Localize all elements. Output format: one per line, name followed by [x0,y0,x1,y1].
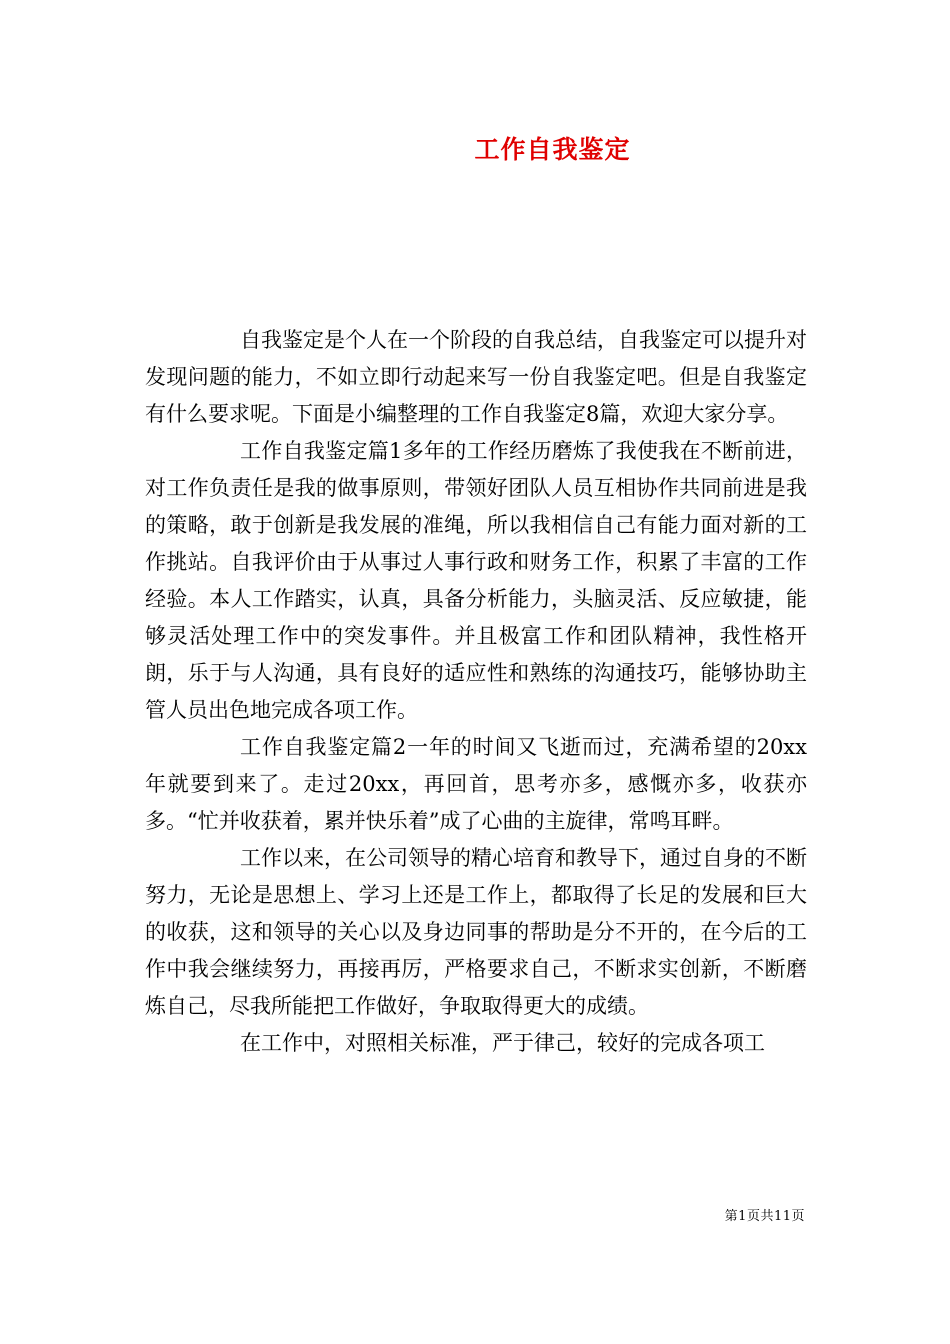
paragraph-article-2: 工作自我鉴定篇2一年的时间又飞逝而过，充满希望的20xx年就要到来了。走过20xx，再回首，思考亦多，感慨亦多，收获亦多。“忙并收获着，累并快乐着”成了心曲的主旋律，常鸣耳畔。 [145,735,807,833]
paragraph-article-1: 工作自我鉴定篇1多年的工作经历磨炼了我使我在不断前进，对工作负责任是我的做事原则，带领好团队人员互相协作共同前进是我的策略，敢于创新是我发展的准绳，所以我相信自己有能力面对新的工作挑站。自我评价由于从事过人事行政和财务工作，积累了丰富的工作经验。本人工作踏实，认真，具备分析能力，头脑灵活、反应敏捷，能够灵活处理工作中的突发事件。并且极富工作和团队精神，我性格开朗，乐于与人沟通，具有良好的适应性和熟练的沟通技巧，能够协助主管人员出色地完成各项工作。 [145,439,807,722]
document-title: 工作自我鉴定 [474,135,631,164]
document-body [145,322,807,1062]
paragraph-work-summary: 工作以来，在公司领导的精心培育和教导下，通过自身的不断努力，无论是思想上、学习上还是工作上，都取得了长足的发展和巨大的收获，这和领导的关心以及身边同事的帮助是分不开的，在今后的工作中我会继续努力，再接再厉，严格要求自己，不断求实创新，不断磨炼自己，尽我所能把工作做好，争取取得更大的成绩。 [145,846,807,1018]
paragraph-work-standards: 在工作中，对照相关标准，严于律己，较好的完成各项工 [240,1031,765,1055]
paragraph-intro: 自我鉴定是个人在一个阶段的自我总结，自我鉴定可以提升对发现问题的能力，不如立即行动起来写一份自我鉴定吧。但是自我鉴定有什么要求呢。下面是小编整理的工作自我鉴定8篇，欢迎大家分享。 [145,328,807,426]
page-number-footer: 第1页共11页 [724,1209,805,1224]
